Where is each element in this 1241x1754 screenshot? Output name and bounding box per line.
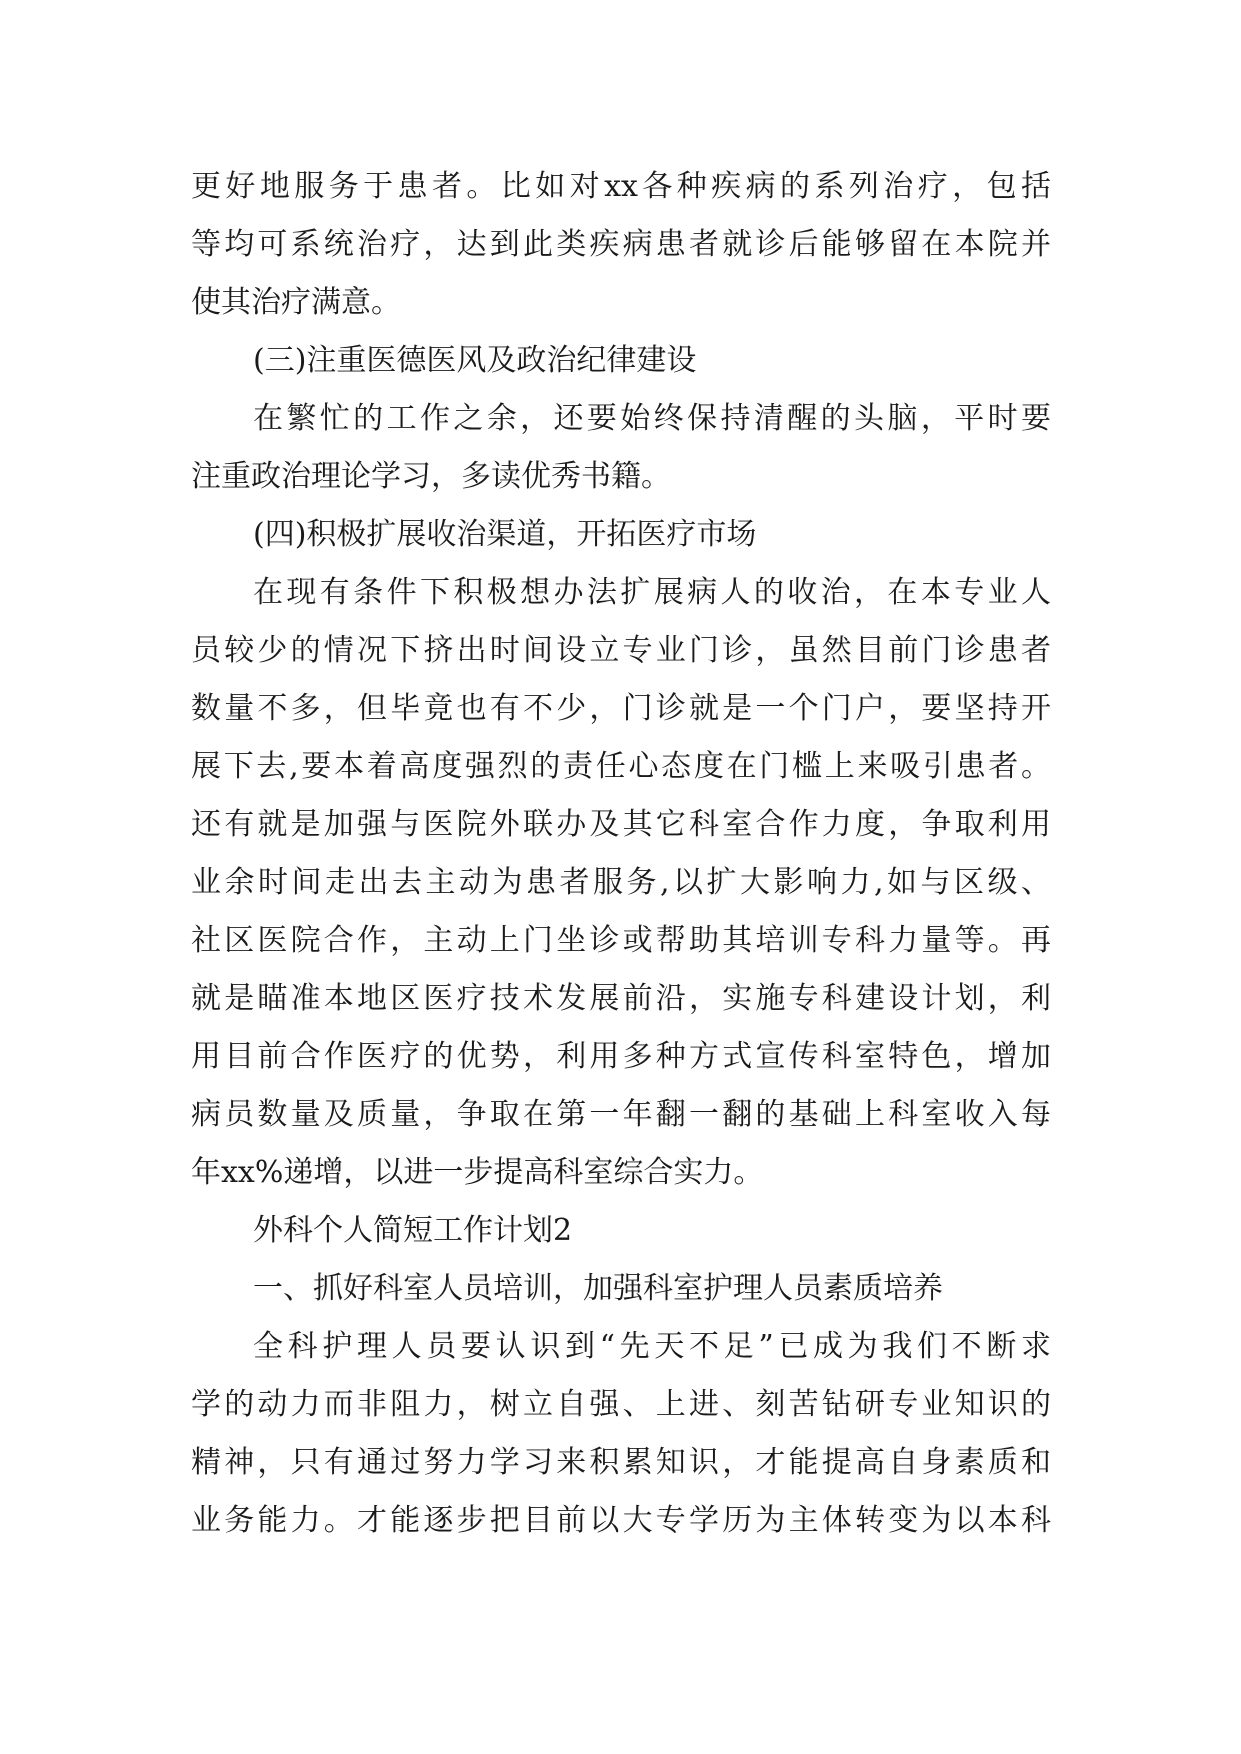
- paragraph-line: 社区医院合作，主动上门坐诊或帮助其培训专科力量等。再: [191, 923, 1051, 958]
- paragraph-line: 等均可系统治疗，达到此类疾病患者就诊后能够留在本院并: [191, 227, 1051, 262]
- section-heading: (四)积极扩展收治渠道，开拓医疗市场: [253, 517, 757, 552]
- paragraph-line: 全科护理人员要认识到“先天不足”已成为我们不断求: [253, 1329, 1051, 1364]
- paragraph-line: 数量不多，但毕竟也有不少，门诊就是一个门户，要坚持开: [191, 691, 1051, 726]
- paragraph-line: 病员数量及质量，争取在第一年翻一翻的基础上科室收入每: [191, 1097, 1051, 1132]
- paragraph-line: 学的动力而非阻力，树立自强、上进、刻苦钻研专业知识的: [191, 1387, 1051, 1422]
- document-body: [191, 158, 1051, 1550]
- document-title: 外科个人简短工作计划2: [253, 1213, 573, 1248]
- paragraph-line: 就是瞄准本地区医疗技术发展前沿，实施专科建设计划，利: [191, 981, 1051, 1016]
- section-heading: (三)注重医德医风及政治纪律建设: [253, 343, 697, 378]
- paragraph-line: 使其治疗满意。: [191, 285, 401, 320]
- section-heading: 一、抓好科室人员培训，加强科室护理人员素质培养: [253, 1271, 943, 1306]
- paragraph-line: 更好地服务于患者。比如对xx各种疾病的系列治疗，包括: [191, 169, 1051, 204]
- paragraph-line: 业务能力。才能逐步把目前以大专学历为主体转变为以本科: [191, 1503, 1051, 1538]
- paragraph-line: 展下去,要本着高度强烈的责任心态度在门槛上来吸引患者。: [191, 749, 1051, 784]
- paragraph-line: 年xx%递增，以进一步提高科室综合实力。: [191, 1155, 764, 1190]
- paragraph-line: 注重政治理论学习，多读优秀书籍。: [191, 459, 671, 494]
- paragraph-line: 员较少的情况下挤出时间设立专业门诊，虽然目前门诊患者: [191, 633, 1051, 668]
- paragraph-line: 用目前合作医疗的优势，利用多种方式宣传科室特色，增加: [191, 1039, 1051, 1074]
- paragraph-line: 还有就是加强与医院外联办及其它科室合作力度，争取利用: [191, 807, 1051, 842]
- paragraph-line: 精神，只有通过努力学习来积累知识，才能提高自身素质和: [191, 1445, 1051, 1480]
- paragraph-line: 在现有条件下积极想办法扩展病人的收治，在本专业人: [253, 575, 1051, 610]
- paragraph-line: 在繁忙的工作之余，还要始终保持清醒的头脑，平时要: [253, 401, 1051, 436]
- paragraph-line: 业余时间走出去主动为患者服务,以扩大影响力,如与区级、: [191, 865, 1051, 900]
